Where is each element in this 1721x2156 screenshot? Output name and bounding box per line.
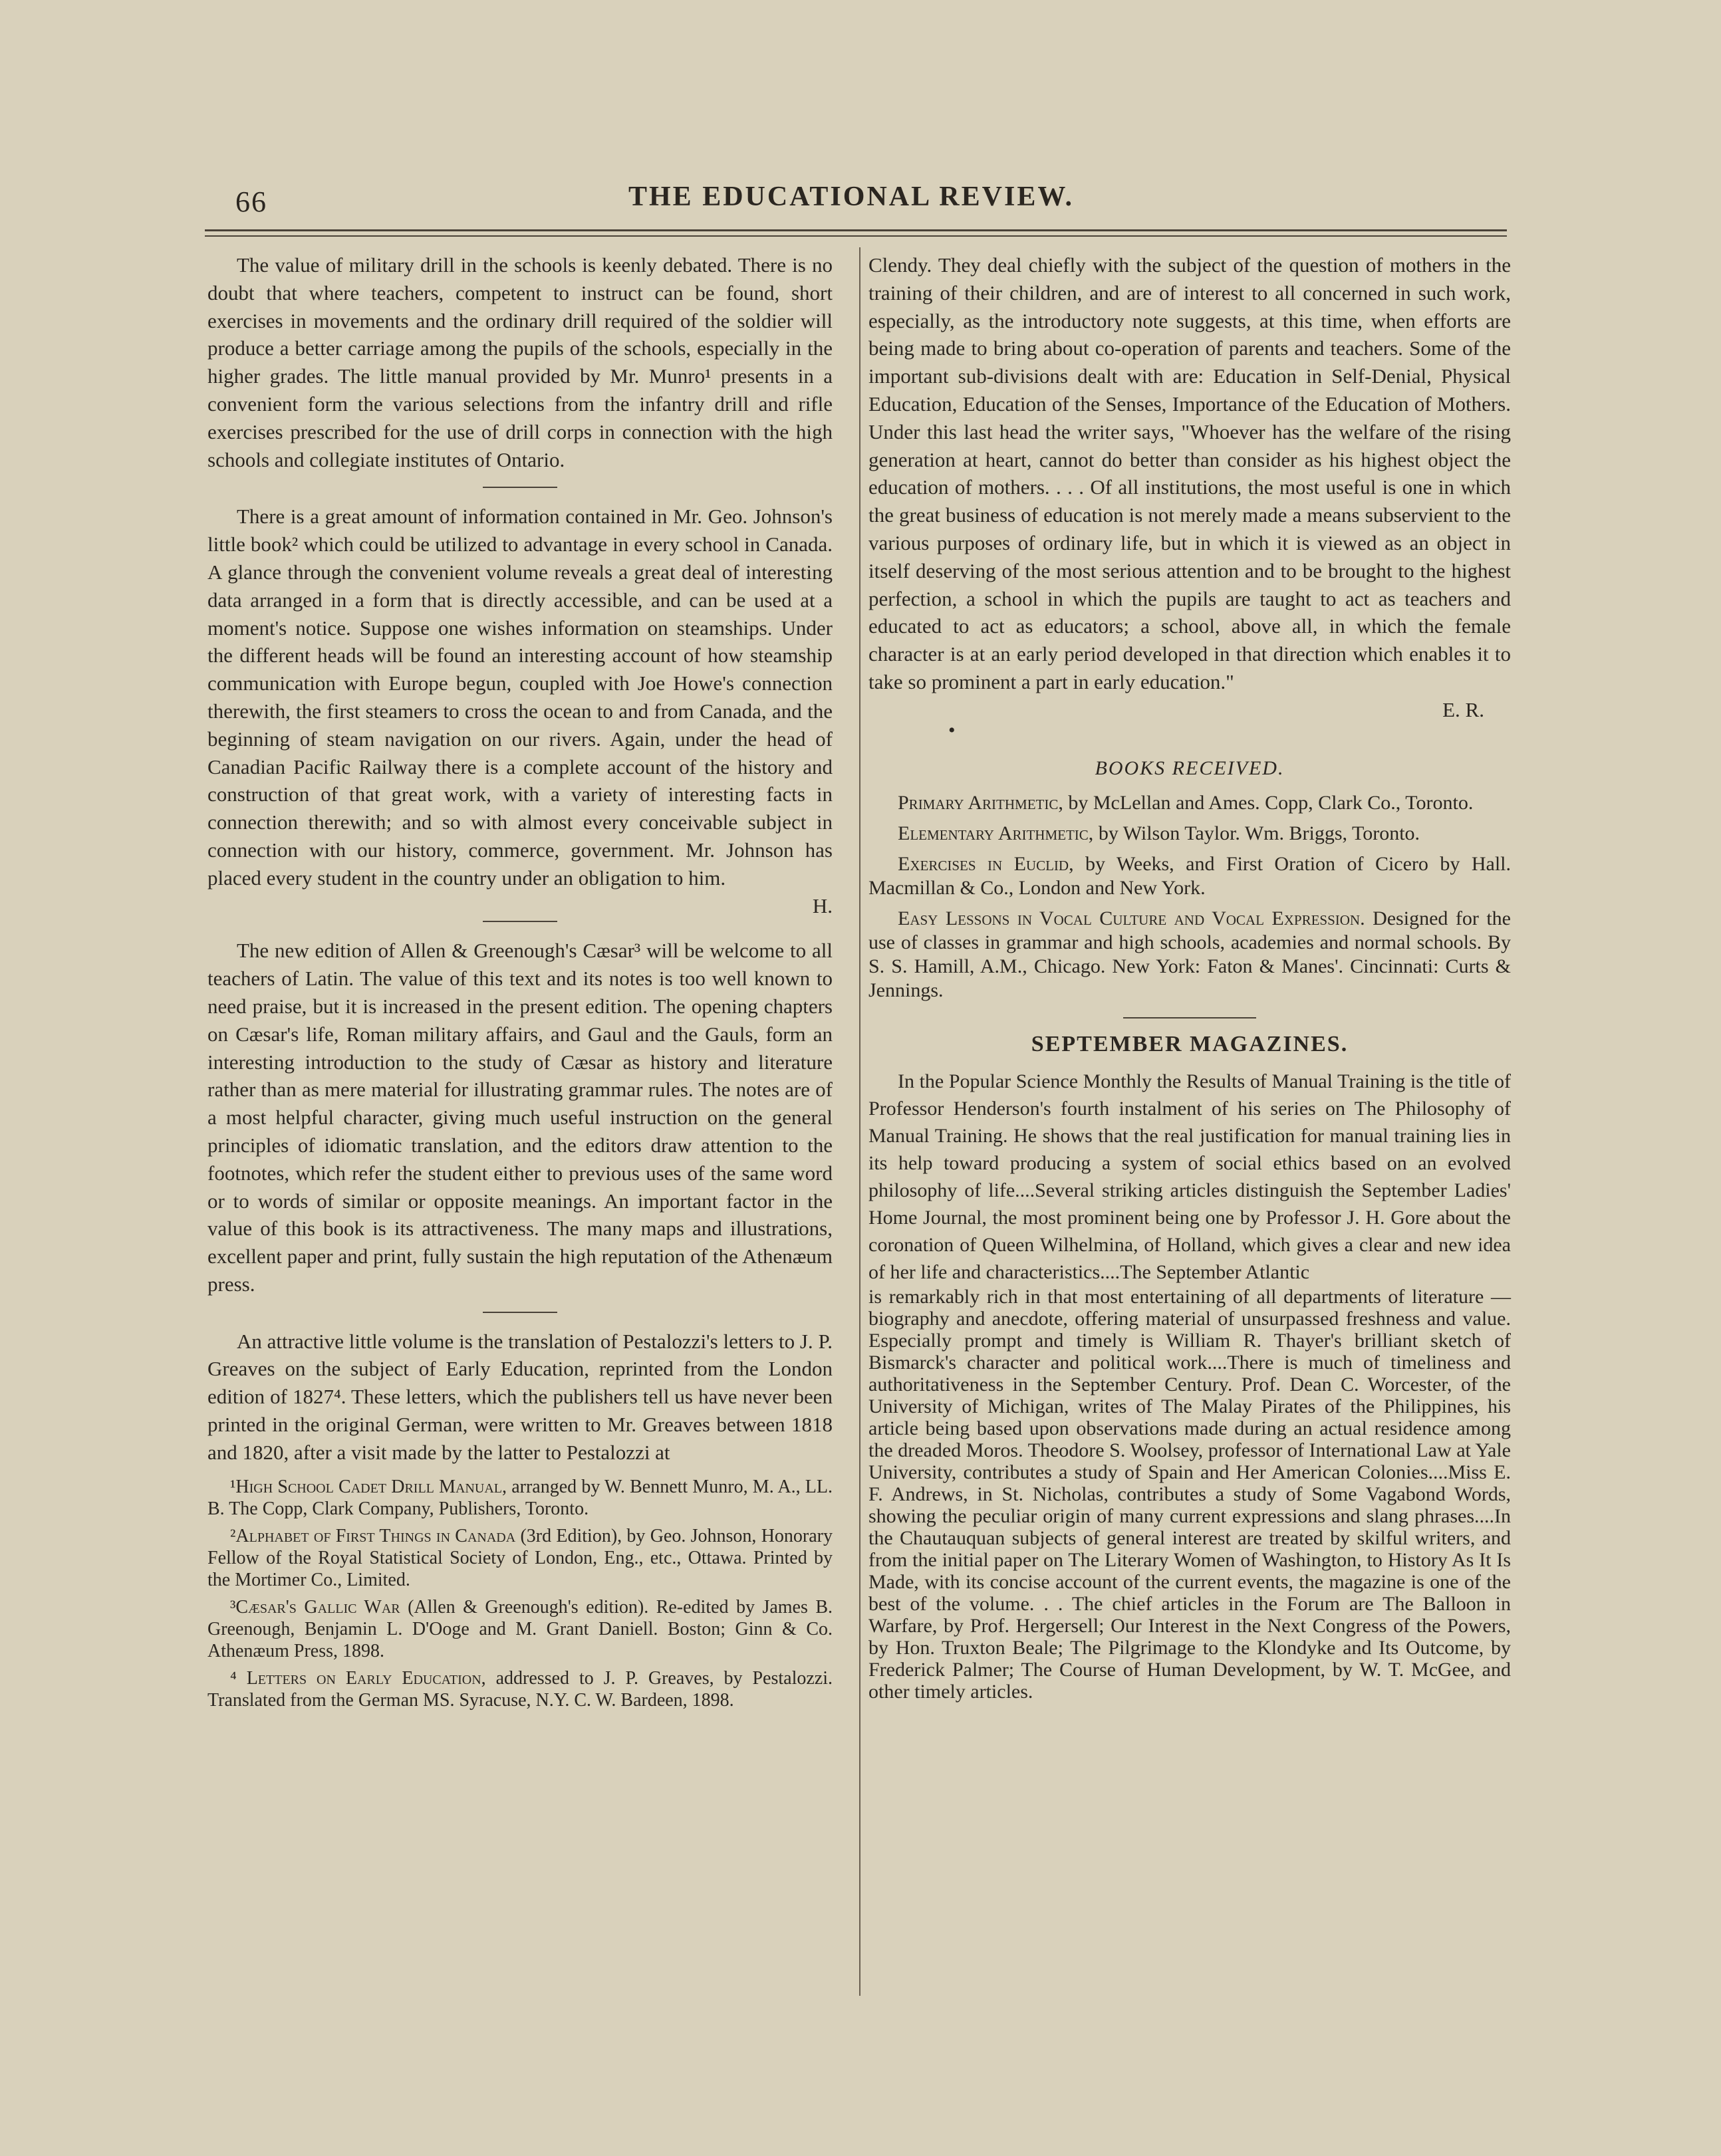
section-rule xyxy=(483,487,557,488)
footnote-4 xyxy=(207,1667,833,1711)
paragraph-pestalozzi: An attractive little volume is the translation of Pestalozzi's letters to J. P. Greaves on the subject of Early Education, reprinted from the London edition of 1827⁴. These letters, which the publishers tell us have never been printed in the original German, were written to Mr. Greaves between 1818 and 1820, after a visit made by the latter to Pestalozzi at xyxy=(207,1329,833,1464)
paragraph-drill: The value of military drill in the schools is keenly debated. There is no doubt that where teachers, competent to instruct can be found, short exercises in movements and the ordinary drill required of the soldier will produce a better carriage among the pupils of the schools, especially in the higher grades. The little manual provided by Mr. Munro¹ presents in a convenient form the various selections from the infantry drill and rifle exercises prescribed for the use of drill corps in connection with the high schools and collegiate institutes of Ontario. xyxy=(207,253,833,471)
book-4-text: Designed for the use of classes in grammar and high schools, academies and normal schools. By S. S. Hamill, A.M., Chicago. New York: Faton & Manes'. Cincinnati: Curts & Jennings. xyxy=(868,907,1511,1002)
book-3-text: by Weeks, and First Oration of Cicero by Hall. Macmillan & Co., London and New York. xyxy=(868,853,1511,899)
footnote-1-text: arranged by W. Bennett Munro, M. A., LL. B. The Copp, Clark Company, Publishers, Toronto. xyxy=(207,1476,833,1519)
september-magazines-heading: SEPTEMBER MAGAZINES. xyxy=(1031,1032,1349,1057)
right-column xyxy=(868,251,1511,1703)
book-1-title: Primary Arithmetic, xyxy=(898,792,1063,814)
books-received-heading: BOOKS RECEIVED. xyxy=(1095,757,1285,779)
footnote-1 xyxy=(207,1476,833,1520)
signature-er: E. R. xyxy=(1442,697,1484,721)
footnote-2-text: (3rd Edition), by Geo. Johnson, Honorary Fellow of the Royal Statistical Society of London, Eng., etc., Ottawa. Printed by the Mortimer Co., Limited. xyxy=(207,1525,833,1590)
book-3-title: Exercises in Euclid, xyxy=(898,853,1074,876)
page-number: 66 xyxy=(235,185,267,218)
running-title: THE EDUCATIONAL REVIEW. xyxy=(628,181,1074,212)
paragraph-magazines-continued: is remarkably rich in that most entertaining of all departments of literature — biography and anecdote, offering material of unsurpassed freshness and value. Especially prompt and timely is William R. Thayer's brilliant sketch of Bismarck's character and political work....There is much of timeliness and authoritativeness in the September Century. Prof. Dean C. Worcester, of the University of Michigan, writes of The Malay Pirates of the Philippines, his article being based upon observations made during an actual residence among the dreaded Moros. Theodore S. Woolsey, professor of International Law at Yale University, contributes a study of Spain and Her American Colonies....Miss E. F. Andrews, in St. Nicholas, contributes a study of Some Vagabond Words, showing the peculiar origin of many current expressions and slang phrases....In the Chautauquan subjects of general interest are treated by skilful writers, and from the initial paper on The Literary Women of Washington, to History As It Is Made, with its concise account of the current events, the magazine is one of the best of the volume. . . The chief articles in the Forum are The Balloon in Warfare, by Prof. Hergersell; Our Interest in the Next Congress of the Powers, by Hon. Truxton Beale; The Pilgrimage to the Klondyke and Its Outcome, by Frederick Palmer; The Course of Human Development, by W. T. McGee, and other timely articles. xyxy=(868,1286,1511,1703)
paragraph-caesar: The new edition of Allen & Greenough's Cæsar³ will be welcome to all teachers of Latin. The value of this text and its notes is too well known to need praise, but it is increased in the present edition. The opening chapters on Cæsar's life, Roman military affairs, and Gaul and the Gauls, form an interesting introduction to the study of Cæsar as history and literature rather than as mere material for illustrating grammar rules. The notes are of a most helpful character, giving much useful instruction on the general principles of idiomatic translation, and the editors draw attention to the footnotes, which refer the student either to previous uses of the same word or to words of similar or opposite meanings. An important factor in the value of this book is its attractiveness. The many maps and illustrations, excellent paper and print, fully sustain the high reputation of the Athenæum press. xyxy=(207,939,833,1296)
footnote-4-text: addressed to J. P. Greaves, by Pestalozzi. Translated from the German MS. Syracuse, N.Y. C. W. Bardeen, 1898. xyxy=(207,1667,833,1711)
footnote-3-title: ³Cæsar's Gallic War xyxy=(230,1596,400,1617)
paragraph-clendy: Clendy. They deal chiefly with the subject of the question of mothers in the training of their children, and are of interest to all concerned in such work, especially, as the introductory note suggests, at this time, when efforts are being made to bring about co-operation of parents and teachers. Some of the important sub-divisions dealt with are: Education in Self-Denial, Physical Education, Education of the Senses, Importance of the Education of Mothers. Under this last head the writer says, "Whoever has the welfare of the rising generation at heart, cannot do better than consider as his highest object the education of mothers. . . . Of all institutions, the most useful is one in which the great business of education is not merely made a means subservient to the various purposes of ordinary life, but in which it is viewed as an object in itself deserving of the most serious attention and to be brought to the highest perfection, a school in which the pupils are taught to act as teachers and educated to act as educators; a school, above all, in which the female character is at an early period developed in that direction which enables it to take so prominent a part in early education." xyxy=(868,253,1511,693)
book-1-text: by McLellan and Ames. Copp, Clark Co., Toronto. xyxy=(1063,792,1474,814)
footnote-4-title: ⁴ Letters on Early Education, xyxy=(230,1667,486,1689)
book-entry xyxy=(868,907,1511,1003)
left-column xyxy=(207,251,833,1717)
paragraph-johnson: There is a great amount of information contained in Mr. Geo. Johnson's little book² which could be utilized to advantage in every school in Canada. A glance through the convenient volume reveals a great deal of interesting data arranged in a form that is directly accessible, and can be used at a moment's notice. Suppose one wishes information on steamships. Under the different heads will be found an interesting account of how steamship communication with Europe begun, coupled with Joe Howe's connection therewith, the first steamers to cross the ocean to and from Canada, and the beginning of steam navigation on our rivers. Again, under the head of Canadian Pacific Railway there is a complete account of the history and construction of that great work, with a variety of interesting facts in connection therewith; and so with almost every conceivable subject in connection with our history, commerce, government. Mr. Johnson has placed every student in the country under an obligation to him. xyxy=(207,505,833,890)
footnote-3-text: (Allen & Greenough's edition). Re-edited by James B. Greenough, Benjamin L. D'Ooge and M. Grant Daniell. Boston; Ginn & Co. Athenæum Press, 1898. xyxy=(207,1596,833,1661)
header-rule-top xyxy=(205,229,1507,231)
paragraph-magazines: In the Popular Science Monthly the Results of Manual Training is the title of Professor Henderson's fourth instalment of his series on The Philosophy of Manual Training. He shows that the real justification for manual training lies in its help toward producing a system of social ethics based on an evolved philosophy of life....Several striking articles distinguish the September Ladies' Home Journal, the most prominent being one by Professor J. H. Gore about the coronation of Queen Wilhelmina, of Holland, which gives a clear and new idea of her life and characteristics....The September Atlantic xyxy=(868,1070,1511,1284)
section-rule xyxy=(483,921,557,922)
footnote-1-title: ¹High School Cadet Drill Manual, xyxy=(230,1476,507,1497)
footnote-2 xyxy=(207,1525,833,1591)
header-rule-bottom xyxy=(205,235,1507,237)
bullet-dot: • xyxy=(948,719,956,741)
book-2-title: Elementary Arithmetic, xyxy=(898,822,1094,845)
signature-h: H. xyxy=(812,894,833,917)
book-entry xyxy=(868,822,1511,846)
footnote-3 xyxy=(207,1596,833,1662)
book-entry xyxy=(868,852,1511,900)
book-entry xyxy=(868,791,1511,815)
column-divider xyxy=(859,247,860,1996)
book-4-title: Easy Lessons in Vocal Culture and Vocal Expression. xyxy=(898,907,1365,930)
book-2-text: by Wilson Taylor. Wm. Briggs, Toronto. xyxy=(1093,822,1420,845)
footnote-2-title: ²Alphabet of First Things in Canada xyxy=(230,1525,516,1546)
section-rule xyxy=(483,1312,557,1313)
page-header xyxy=(199,178,1503,218)
section-rule xyxy=(1123,1017,1256,1018)
